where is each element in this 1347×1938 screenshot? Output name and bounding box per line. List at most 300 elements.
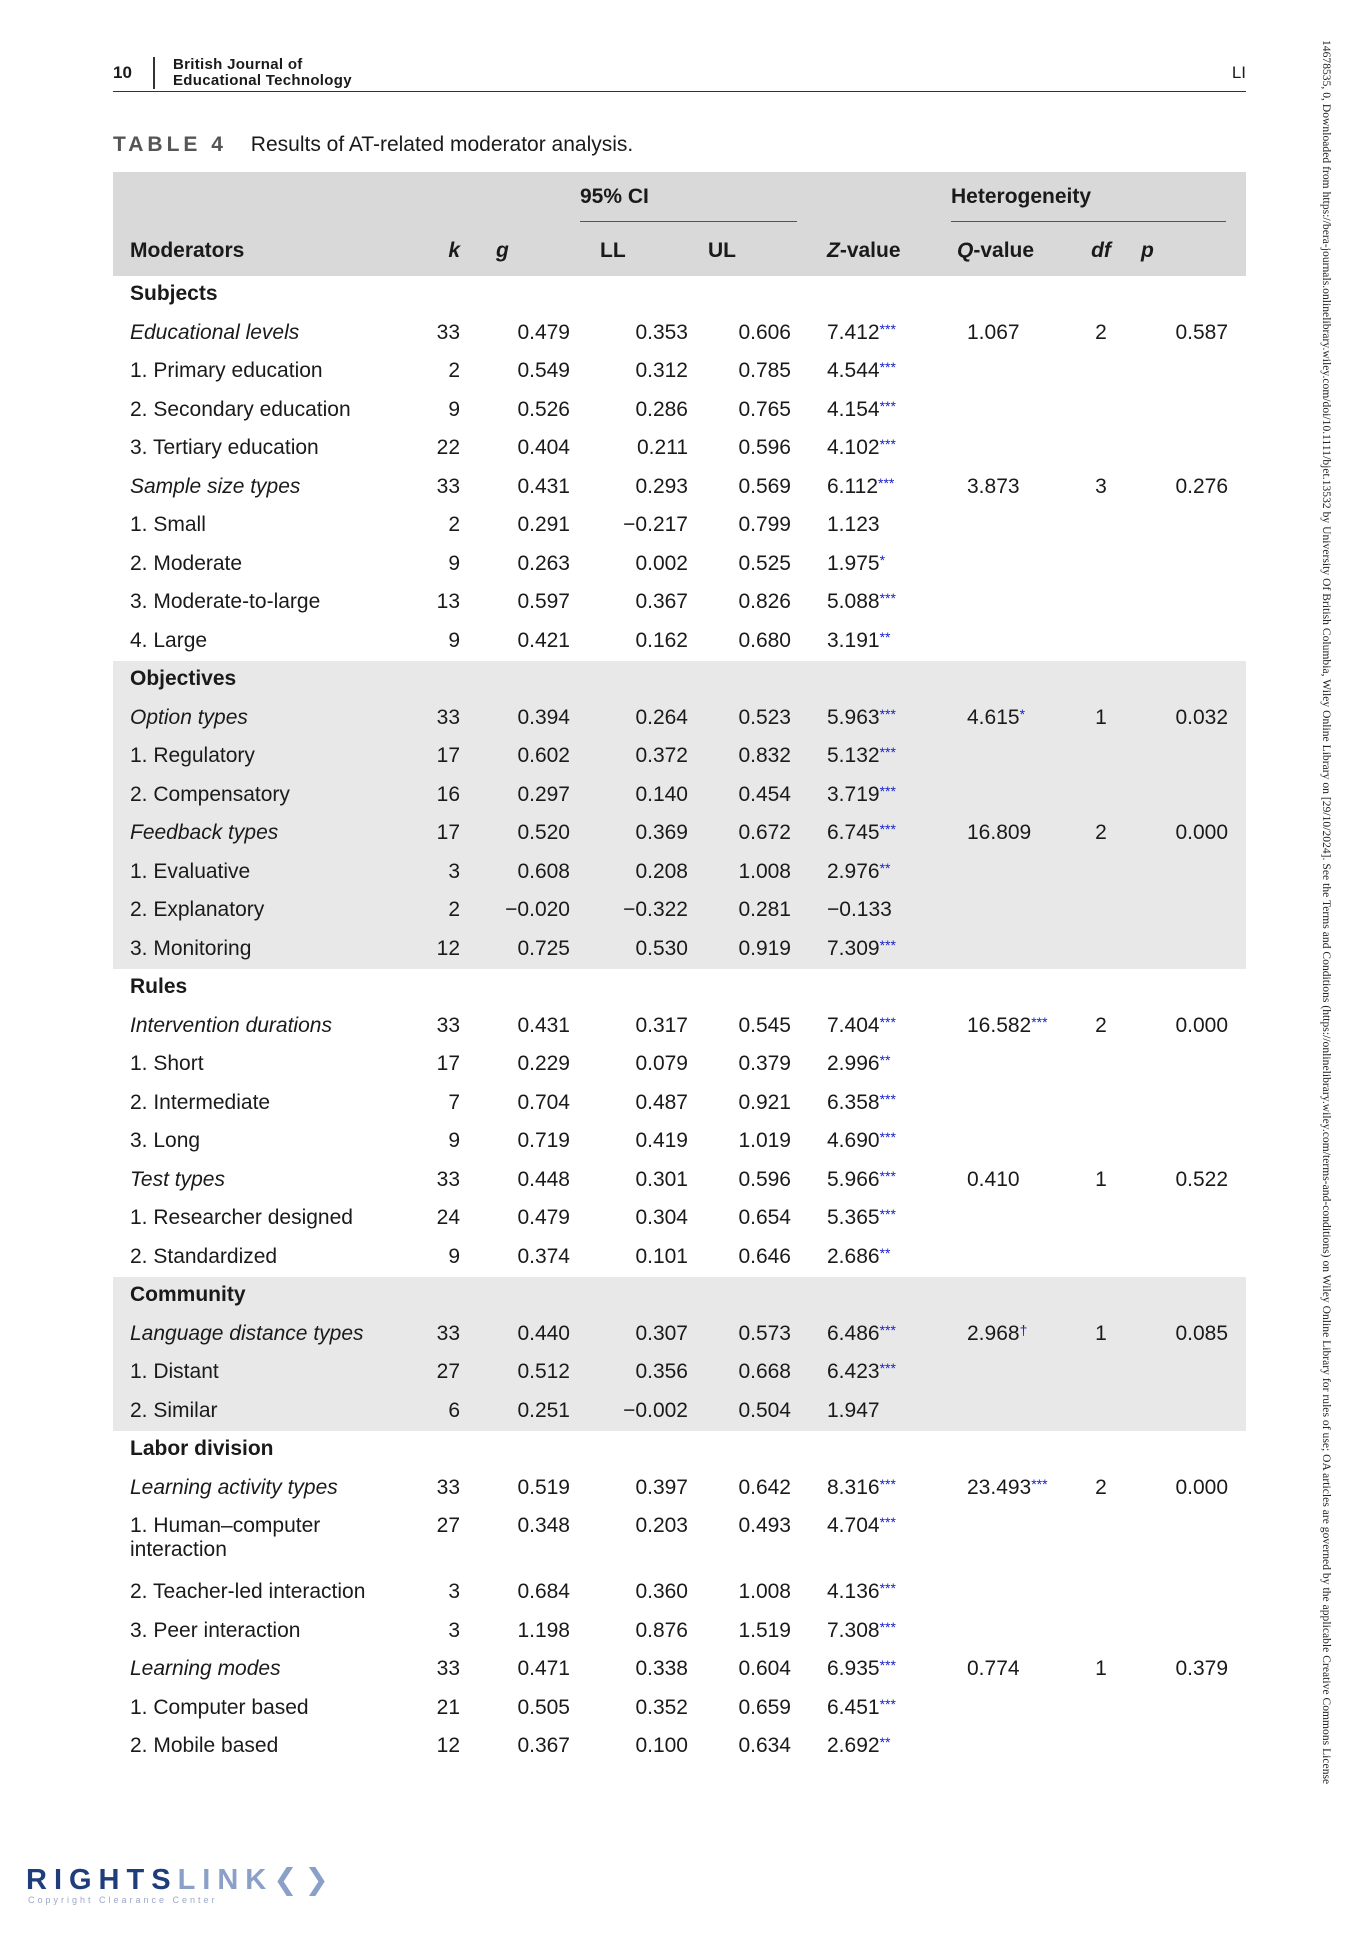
cell-k: 9 [448, 397, 460, 421]
cell-ul: 0.454 [738, 782, 791, 806]
moderator-group-row [113, 1162, 1246, 1201]
moderator-group-row [113, 700, 1246, 739]
cell-q-value: 2.968† [967, 1321, 1028, 1345]
cell-g: 0.520 [517, 821, 570, 844]
cell-q-value [947, 507, 1075, 546]
cell-z-value: 2.996** [827, 1052, 891, 1075]
table-row [113, 392, 1246, 431]
cell-z-value: 4.704*** [827, 1514, 896, 1537]
logo-arrow-icon: ❮❯ [273, 1864, 336, 1896]
table-row [113, 1123, 1246, 1162]
cell-ul: 0.504 [738, 1398, 791, 1422]
cell-z-value: 5.963*** [827, 705, 896, 729]
cell-z-value: 6.745*** [827, 821, 896, 844]
table-caption [113, 133, 633, 157]
cell-k: 33 [436, 474, 460, 498]
cell-df [1075, 777, 1127, 816]
moderator-label: 3. Tertiary education [130, 436, 319, 459]
col-g: g [496, 239, 509, 262]
moderator-label: Feedback types [130, 821, 279, 844]
logo-subtitle: Copyright Clearance Center [28, 1895, 218, 1905]
cell-p: 0.276 [1175, 474, 1229, 498]
cell-g: 0.608 [517, 859, 570, 883]
cell-q-value [947, 1354, 1075, 1393]
cell-ul: 0.680 [738, 628, 791, 652]
cell-g: 0.394 [517, 705, 570, 729]
cell-ul: 0.596 [738, 1167, 791, 1191]
cell-g: 0.297 [517, 782, 570, 806]
cell-g: 0.348 [517, 1514, 570, 1537]
cell-k: 9 [448, 1129, 460, 1152]
moderator-table-container [113, 172, 1246, 1767]
table-row [113, 854, 1246, 893]
moderator-label: Educational levels [130, 320, 300, 344]
cell-k: 7 [448, 1090, 460, 1114]
moderator-label: 3. Moderate-to-large [130, 590, 321, 613]
moderator-label: Sample size types [130, 474, 301, 498]
section-label: Subjects [130, 282, 218, 305]
cell-df [1075, 1574, 1127, 1613]
cell-g: 0.431 [517, 474, 570, 498]
cell-ll: 0.352 [635, 1695, 688, 1719]
cell-q-value [947, 1123, 1075, 1162]
cell-ul: 0.545 [738, 1013, 791, 1037]
cell-ul: 0.642 [738, 1475, 791, 1499]
moderator-label: 2. Explanatory [130, 898, 265, 921]
cell-ll: 0.876 [635, 1618, 688, 1642]
table-row [113, 1046, 1246, 1085]
cell-p: 0.085 [1175, 1321, 1229, 1345]
cell-z-value: 4.690*** [827, 1129, 896, 1152]
cell-df [1075, 1393, 1127, 1432]
table-row [113, 1613, 1246, 1652]
cell-q-value: 16.809 [967, 821, 1032, 844]
moderator-label: 2. Standardized [130, 1244, 278, 1268]
significance-marker: *** [879, 1090, 896, 1107]
table-caption-text: Results of AT-related moderator analysis. [250, 133, 634, 156]
cell-ll: 0.356 [635, 1360, 688, 1383]
cell-ul: 1.008 [738, 1580, 791, 1603]
cell-k: 3 [448, 859, 460, 883]
cell-df [1075, 507, 1127, 546]
significance-marker: ** [879, 1244, 891, 1261]
cell-k: 2 [448, 898, 460, 921]
cell-p: 0.032 [1175, 705, 1229, 729]
moderator-table [113, 172, 1246, 1767]
rightslink-logo [26, 1862, 346, 1912]
cell-q-value [947, 1574, 1075, 1613]
moderator-label: 2. Similar [130, 1398, 218, 1422]
table-body [113, 276, 1246, 1767]
moderator-label: 1. Human–computer interaction [130, 1514, 321, 1561]
section-row [113, 969, 1246, 1008]
significance-marker: *** [879, 320, 896, 337]
header-divider [153, 57, 155, 89]
significance-marker: *** [879, 436, 896, 452]
cell-p [1127, 507, 1246, 546]
cell-df [1075, 1354, 1127, 1393]
logo-text-rights: RIGHTS [26, 1864, 178, 1896]
cell-ul: 0.569 [738, 474, 791, 498]
logo-text-link: LINK [177, 1864, 274, 1896]
cell-ll: 0.312 [635, 359, 688, 382]
cell-p [1127, 931, 1246, 970]
cell-p [1127, 1574, 1246, 1613]
cell-p [1127, 623, 1246, 662]
cell-ll: 0.372 [635, 744, 688, 767]
cell-g: 0.512 [517, 1360, 570, 1383]
significance-marker: † [1019, 1321, 1028, 1338]
cell-g: 0.479 [517, 1206, 570, 1229]
cell-df [1075, 1085, 1127, 1124]
table-row [113, 430, 1246, 469]
cell-z-value: 5.966*** [827, 1167, 896, 1191]
cell-p [1127, 892, 1246, 931]
cell-ul: 0.379 [738, 1052, 791, 1075]
cell-k: 16 [436, 782, 460, 806]
significance-marker: ** [879, 1734, 891, 1750]
cell-df [1075, 1728, 1127, 1767]
cell-q-value [947, 892, 1075, 931]
cell-p [1127, 1728, 1246, 1767]
cell-q-value: 4.615* [967, 705, 1026, 729]
cell-g: 0.526 [517, 397, 570, 421]
significance-marker: *** [879, 359, 896, 375]
cell-z-value: 5.088*** [827, 590, 896, 613]
cell-p [1127, 353, 1246, 392]
cell-ul: 0.523 [738, 705, 791, 729]
cell-ll: 0.397 [635, 1475, 688, 1499]
cell-g: 0.602 [517, 744, 570, 767]
cell-ul: 0.668 [738, 1360, 791, 1383]
cell-ul: 0.659 [738, 1695, 791, 1719]
moderator-label: 2. Intermediate [130, 1090, 271, 1114]
cell-p: 0.000 [1175, 1475, 1229, 1499]
cell-z-value: 1.947 [827, 1398, 880, 1422]
cell-df [1075, 892, 1127, 931]
cell-k: 33 [436, 705, 460, 729]
table-row [113, 892, 1246, 931]
cell-q-value [947, 353, 1075, 392]
cell-g: 0.229 [517, 1052, 570, 1075]
cell-g: 0.719 [517, 1129, 570, 1152]
cell-df: 1 [1095, 705, 1107, 729]
cell-ul: 0.799 [738, 513, 791, 536]
cell-ul: 0.281 [738, 898, 791, 921]
cell-k: 33 [436, 1167, 460, 1191]
cell-df [1075, 1508, 1127, 1574]
cell-p [1127, 1085, 1246, 1124]
cell-g: 0.704 [517, 1090, 570, 1114]
cell-q-value [947, 392, 1075, 431]
significance-marker: *** [878, 474, 895, 491]
table-caption-label: TABLE 4 [113, 133, 227, 156]
cell-q-value [947, 1690, 1075, 1729]
cell-df: 1 [1095, 1657, 1107, 1680]
table-row [113, 738, 1246, 777]
table-row [113, 507, 1246, 546]
significance-marker: *** [879, 821, 896, 837]
cell-ul: 0.525 [738, 551, 791, 575]
cell-ll: 0.100 [635, 1734, 688, 1757]
cell-ll: 0.286 [635, 397, 688, 421]
table-row [113, 1354, 1246, 1393]
cell-z-value: 1.123 [827, 513, 880, 536]
cell-df: 2 [1095, 320, 1107, 344]
cell-ll: 0.140 [635, 782, 688, 806]
cell-ul: 0.646 [738, 1244, 791, 1268]
cell-k: 3 [448, 1580, 460, 1603]
moderator-label: 1. Researcher designed [130, 1206, 353, 1229]
cell-k: 27 [436, 1514, 460, 1537]
moderator-label: Test types [130, 1167, 225, 1191]
moderator-label: 1. Primary education [130, 359, 323, 382]
cell-g: 0.597 [517, 590, 570, 613]
section-label: Objectives [130, 667, 237, 690]
cell-z-value: 5.365*** [827, 1206, 896, 1229]
cell-ul: 0.634 [738, 1734, 791, 1757]
section-row [113, 1431, 1246, 1470]
cell-z-value: 7.309*** [827, 936, 896, 960]
running-author: LI [1231, 63, 1246, 82]
cell-p [1127, 854, 1246, 893]
cell-g: 0.263 [517, 551, 570, 575]
cell-ul: 0.921 [738, 1090, 791, 1114]
cell-ll: 0.307 [635, 1321, 688, 1345]
table-head-column-row [113, 226, 1246, 276]
cell-ll: 0.317 [635, 1013, 688, 1037]
heterogeneity-group-rule [951, 185, 1226, 222]
cell-df [1075, 1200, 1127, 1239]
cell-ll: 0.369 [635, 821, 688, 844]
cell-k: 21 [436, 1695, 460, 1719]
cell-df [1075, 1046, 1127, 1085]
table-row [113, 623, 1246, 662]
cell-p [1127, 1123, 1246, 1162]
cell-k: 13 [436, 590, 460, 613]
cell-k: 9 [448, 1244, 460, 1268]
cell-q-value [947, 931, 1075, 970]
section-row [113, 1277, 1246, 1316]
cell-ll: 0.304 [635, 1206, 688, 1229]
cell-df: 2 [1095, 821, 1107, 844]
significance-marker: *** [879, 1129, 896, 1145]
cell-g: 0.725 [517, 936, 570, 960]
moderator-group-row [113, 469, 1246, 508]
cell-g: 0.440 [517, 1321, 570, 1345]
moderator-label: 2. Moderate [130, 551, 243, 575]
section-row [113, 661, 1246, 700]
cell-z-value: 2.686** [827, 1244, 891, 1268]
table-row [113, 353, 1246, 392]
cell-p: 0.379 [1175, 1657, 1229, 1680]
cell-k: 27 [436, 1360, 460, 1383]
significance-marker: *** [879, 1321, 896, 1338]
cell-k: 33 [436, 1013, 460, 1037]
moderator-label: 1. Small [130, 513, 206, 536]
cell-z-value: 6.451*** [827, 1695, 896, 1719]
moderator-label: 3. Long [130, 1129, 201, 1152]
cell-g: 0.421 [517, 628, 570, 652]
table-head [113, 172, 1246, 276]
cell-k: 33 [436, 1475, 460, 1499]
significance-marker: *** [879, 936, 896, 953]
cell-k: 33 [436, 1657, 460, 1680]
cell-p [1127, 777, 1246, 816]
ci-group-label: 95% CI [580, 185, 649, 208]
table-row [113, 931, 1246, 970]
moderator-label: 2. Teacher-led interaction [130, 1580, 366, 1603]
cell-k: 3 [448, 1618, 460, 1642]
significance-marker: *** [879, 1695, 896, 1712]
cell-z-value: 6.486*** [827, 1321, 896, 1345]
moderator-label: 1. Computer based [130, 1695, 309, 1719]
cell-q-value: 1.067 [967, 320, 1020, 344]
cell-p [1127, 584, 1246, 623]
significance-marker: *** [1031, 1013, 1048, 1030]
cell-ll: 0.338 [635, 1657, 688, 1680]
cell-ll: 0.211 [637, 436, 688, 459]
cell-p [1127, 1354, 1246, 1393]
table-row [113, 1728, 1246, 1767]
cell-ll: 0.264 [635, 705, 688, 729]
table-row [113, 1200, 1246, 1239]
ci-group-header [576, 172, 797, 226]
cell-g: 0.367 [517, 1734, 570, 1757]
cell-df [1075, 1123, 1127, 1162]
moderator-group-row [113, 1651, 1246, 1690]
page-header [113, 55, 1246, 92]
cell-k: 33 [436, 320, 460, 344]
page-number: 10 [113, 63, 132, 82]
cell-g: 0.684 [517, 1580, 570, 1603]
cell-k: 6 [448, 1398, 460, 1422]
cell-p [1127, 392, 1246, 431]
moderator-label: Option types [130, 705, 248, 729]
cell-ul: 1.008 [738, 859, 791, 883]
cell-z-value: 8.316*** [827, 1475, 896, 1499]
cell-p [1127, 546, 1246, 585]
cell-q-value [947, 546, 1075, 585]
cell-g: 0.471 [517, 1657, 570, 1680]
table-row [113, 546, 1246, 585]
cell-q-value [947, 1508, 1075, 1574]
cell-ul: 0.832 [738, 744, 791, 767]
significance-marker: *** [879, 705, 896, 722]
cell-k: 24 [436, 1206, 460, 1229]
cell-p [1127, 430, 1246, 469]
cell-df [1075, 738, 1127, 777]
section-label: Community [130, 1283, 246, 1306]
moderator-label: Intervention durations [130, 1013, 332, 1037]
cell-k: 12 [436, 1734, 460, 1757]
cell-g: 0.251 [517, 1398, 570, 1422]
significance-marker: *** [879, 1657, 896, 1673]
cell-ll: 0.293 [635, 474, 688, 498]
moderator-label: 1. Distant [130, 1360, 219, 1383]
cell-z-value: 4.544*** [827, 359, 896, 382]
cell-df [1075, 430, 1127, 469]
moderator-label: 4. Large [130, 628, 208, 652]
cell-q-value [947, 430, 1075, 469]
cell-k: 2 [448, 513, 460, 536]
cell-z-value: 1.975* [827, 551, 886, 575]
cell-z-value: 2.692** [827, 1734, 891, 1757]
cell-ul: 0.604 [738, 1657, 791, 1680]
cell-df [1075, 546, 1127, 585]
cell-k: 12 [436, 936, 460, 960]
cell-g: 0.448 [517, 1167, 570, 1191]
col-moderators: Moderators [130, 239, 245, 262]
cell-q-value [947, 623, 1075, 662]
section-row [113, 276, 1246, 315]
col-ll: LL [600, 239, 626, 262]
significance-marker: *** [879, 397, 896, 414]
cell-p [1127, 1613, 1246, 1652]
cell-q-value [947, 1728, 1075, 1767]
cell-z-value: 4.136*** [827, 1580, 896, 1603]
moderator-group-row [113, 315, 1246, 354]
cell-k: 17 [436, 744, 460, 767]
cell-g: 1.198 [517, 1618, 570, 1642]
cell-q-value [947, 584, 1075, 623]
cell-z-value: 3.191** [827, 628, 891, 652]
cell-z-value: 4.102*** [827, 436, 896, 459]
cell-ul: 0.573 [738, 1321, 791, 1345]
cell-q-value: 23.493*** [967, 1475, 1048, 1499]
cell-z-value: 6.358*** [827, 1090, 896, 1114]
cell-q-value [947, 1200, 1075, 1239]
moderator-label: 3. Monitoring [130, 936, 252, 960]
cell-ll: 0.002 [635, 551, 688, 575]
significance-marker: *** [879, 744, 896, 760]
cell-ll: 0.367 [635, 590, 688, 613]
cell-ul: 0.765 [738, 397, 791, 421]
cell-p: 0.000 [1175, 1013, 1229, 1037]
table-row [113, 584, 1246, 623]
cell-ll: 0.203 [635, 1514, 688, 1537]
cell-g: 0.479 [517, 320, 570, 344]
cell-df: 2 [1095, 1013, 1107, 1037]
cell-ul: 0.493 [738, 1514, 791, 1537]
cell-q-value [947, 738, 1075, 777]
section-label: Labor division [130, 1437, 274, 1460]
ci-group-rule [580, 185, 797, 222]
col-df: df [1091, 239, 1111, 262]
cell-ll: 0.419 [635, 1129, 688, 1152]
cell-k: 22 [436, 436, 460, 459]
cell-g: −0.020 [505, 898, 570, 921]
cell-k: 9 [448, 551, 460, 575]
cell-k: 9 [448, 628, 460, 652]
cell-q-value [947, 1613, 1075, 1652]
cell-ll: 0.162 [635, 628, 688, 652]
cell-ll: 0.530 [635, 936, 688, 960]
cell-g: 0.291 [517, 513, 570, 536]
table-row [113, 1393, 1246, 1432]
cell-z-value: 6.935*** [827, 1657, 896, 1680]
moderator-label: Learning activity types [130, 1475, 338, 1499]
significance-marker: *** [879, 1013, 896, 1030]
significance-marker: ** [879, 859, 891, 876]
cell-k: 17 [436, 1052, 460, 1075]
cell-df [1075, 931, 1127, 970]
cell-q-value: 16.582*** [967, 1013, 1048, 1037]
cell-ll: 0.360 [635, 1580, 688, 1603]
cell-z-value: −0.133 [827, 898, 892, 921]
significance-marker: *** [879, 1206, 896, 1222]
table-row [113, 777, 1246, 816]
